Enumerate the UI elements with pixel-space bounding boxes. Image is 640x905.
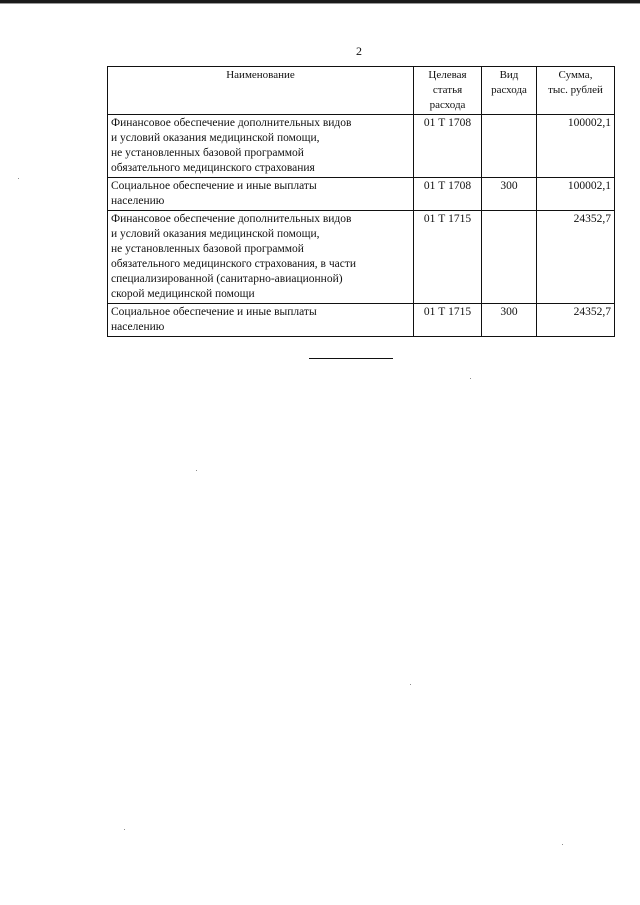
scan-speck <box>410 684 411 685</box>
row-target-article-cell: 01 Т 1715 <box>414 211 482 304</box>
row-name-cell: Финансовое обеспечение дополнительных видов и условий оказания медицинской помощи, не установленных базовой программой обязательного медицинского страхования, в части специализированной (санитарно-авиационной) скорой медицинской помощи <box>108 211 414 304</box>
scan-speck <box>196 470 197 471</box>
row-expense-type-cell: 300 <box>482 304 537 337</box>
top-border-shadow <box>0 3 640 4</box>
row-amount-cell: 24352,7 <box>537 304 615 337</box>
table-row <box>108 211 615 304</box>
row-amount-cell: 100002,1 <box>537 115 615 178</box>
row-target-article-cell: 01 Т 1708 <box>414 115 482 178</box>
table-header-row <box>108 67 615 115</box>
row-expense-type-cell: 300 <box>482 178 537 211</box>
header-target-article: Целевая статья расхода <box>414 67 482 115</box>
row-target-article-cell: 01 Т 1715 <box>414 304 482 337</box>
budget-table <box>107 66 615 337</box>
header-expense-type: Вид расхода <box>482 67 537 115</box>
table-row <box>108 115 615 178</box>
document-end-line <box>309 358 393 359</box>
header-name: Наименование <box>108 67 414 115</box>
table-row <box>108 178 615 211</box>
row-target-article-cell: 01 Т 1708 <box>414 178 482 211</box>
row-amount-cell: 100002,1 <box>537 178 615 211</box>
scan-speck <box>562 844 563 845</box>
scan-speck <box>470 378 471 379</box>
scan-speck <box>124 829 125 830</box>
row-expense-type-cell <box>482 211 537 304</box>
header-amount: Сумма, тыс. рублей <box>537 67 615 115</box>
table-row <box>108 304 615 337</box>
page-number: 2 <box>356 44 362 58</box>
scan-speck <box>18 178 19 179</box>
row-name-cell: Социальное обеспечение и иные выплаты населению <box>108 304 414 337</box>
row-name-cell: Финансовое обеспечение дополнительных видов и условий оказания медицинской помощи, не установленных базовой программой обязательного медицинского страхования <box>108 115 414 178</box>
row-amount-cell: 24352,7 <box>537 211 615 304</box>
row-expense-type-cell <box>482 115 537 178</box>
row-name-cell: Социальное обеспечение и иные выплаты населению <box>108 178 414 211</box>
